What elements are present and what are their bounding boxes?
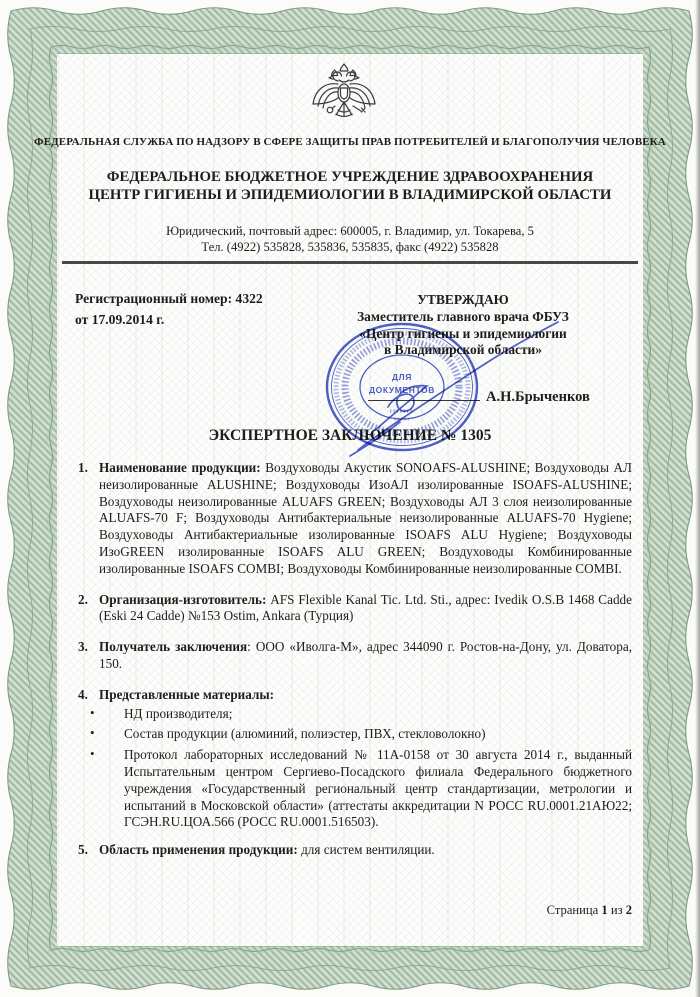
header-divider [62, 261, 638, 264]
approval-heading: УТВЕРЖДАЮ [417, 292, 509, 307]
contact-phones: Тел. (4922) 535828, 535836, 535835, факс (4922) 535828 [201, 239, 499, 254]
items-list [78, 460, 632, 873]
item-label: Организация-изготовитель: [99, 591, 267, 607]
footer-page-word: Страница [546, 903, 599, 917]
item-text: Воздуховоды Акустик SONOAFS-ALUSHINE; Воздуховоды АЛ неизолированные ALUSHINE; Воздуховоды ИзоАЛ изолированные ISOAFS-ALUSHINE; Воздуховоды неизолированные ALUAFS GREEN; Воздуховоды АЛ 3 слоя неизолированные ALUAFS-70 F; Воздуховоды Антибактериальные неизолированные ALUAFS-70 Hygiene; Воздуховоды Антибактериальные изолированные ISOAFS ALU Hygiene; Воздуховоды ИзоGREEN изолированные ISOAFS ALU GREEN; Воздуховоды Комбинированные изолированные ISOAFS COMBI; Воздуховоды Комбинированные неизолированные COMBI. [99, 460, 632, 576]
bullet-dot-icon: • [90, 704, 95, 720]
russian-double-headed-eagle-icon [311, 60, 377, 126]
item-label: Получатель заключения [99, 639, 248, 655]
item-text: AFS Flexible Kanal Tic. Ltd. Sti., адрес: Ivedik O.S.B 1468 Cadde (Eski 24 Cadde) №153 Ostim, Ankara (Турция) [99, 591, 632, 624]
registration-number: Регистрационный номер: 4322 [75, 291, 263, 306]
bullet-item [90, 704, 632, 723]
contact-address: Юридический, почтовый адрес: 600005, г. Владимир, ул. Токарева, 5 [166, 224, 534, 238]
item-label: Область применения продукции: [99, 842, 298, 858]
bullet-dot-icon: • [90, 725, 95, 741]
scan-edge-shadow [695, 0, 700, 997]
stamp-center-line2: ДОКУМЕНТОВ [369, 385, 435, 395]
registration-date: от 17.09.2014 г. [75, 312, 165, 327]
agency-header: ФЕДЕРАЛЬНАЯ СЛУЖБА ПО НАДЗОРУ В СФЕРЕ ЗАЩИТЫ ПРАВ ПОТРЕБИТЕЛЕЙ И БЛАГОПОЛУЧИЯ ЧЕЛОВЕКА [34, 136, 666, 148]
organization-title-line1: ФЕДЕРАЛЬНОЕ БЮДЖЕТНОЕ УЧРЕЖДЕНИЕ ЗДРАВООХРАНЕНИЯ [106, 169, 594, 185]
approval-line-2: «Центр гигиены и эпидемиологии [359, 325, 567, 341]
organization-title-line2: ЦЕНТР ГИГИЕНЫ И ЭПИДЕМИОЛОГИИ В ВЛАДИМИРСКОЙ ОБЛАСТИ [88, 187, 612, 203]
item-number: 3. [78, 639, 88, 655]
bullet-dot-icon: • [90, 746, 95, 762]
item-number: 2. [78, 591, 88, 607]
footer-of-word: из [610, 903, 623, 917]
signer-name: А.Н.Брыченков [486, 389, 590, 405]
bullet-text: Состав продукции (алюминий, полиэстер, ПВХ, стекловолокно) [124, 726, 486, 742]
signature-scribble-icon [330, 312, 565, 462]
list-item [78, 639, 632, 673]
bullet-item [90, 725, 632, 743]
list-item [78, 592, 632, 626]
contact-block [0, 224, 700, 255]
bullet-text: НД производителя; [124, 705, 233, 721]
bullet-list [90, 704, 632, 832]
registration-block [75, 288, 263, 330]
bullet-text: Протокол лабораторных исследований № 11А-0158 от 30 августа 2014 г., выданный Испытательным центром Сергиево-Посадского филиала Федерального бюджетного учреждения «Государственный региональный центр стандартизации, метрологии и испытаний в Московской области» (аттестаты аккредитации N РОСС RU.0001.21АЮ22; ГСЭН.RU.ЦОА.566 (РОСС RU.0001.516503). [124, 747, 632, 830]
item-text: для систем вентиляции. [297, 842, 435, 858]
approval-line-3: в Владимирской области» [384, 342, 542, 358]
footer-total-pages: 2 [625, 903, 632, 917]
organization-title [0, 168, 700, 204]
item-number: 1. [78, 460, 88, 475]
stamp-center-line1: ДЛЯ [392, 372, 412, 382]
list-item [78, 842, 632, 859]
page-footer [65, 903, 632, 918]
item-label: Представленные материалы: [99, 686, 275, 702]
list-item [78, 687, 632, 831]
footer-page-number: 1 [601, 903, 608, 917]
document-title: ЭКСПЕРТНОЕ ЗАКЛЮЧЕНИЕ № 1305 [208, 427, 492, 444]
list-item [78, 460, 632, 578]
approval-line-1: Заместитель главного врача ФБУЗ [357, 308, 569, 324]
item-text: : ООО «Иволга-М», адрес 344090 г. Ростов-на-Дону, ул. Доватора, 150. [99, 639, 632, 671]
bullet-item [90, 746, 632, 831]
item-number: 5. [78, 842, 88, 858]
item-label: Наименование продукции: [99, 460, 261, 475]
item-number: 4. [78, 686, 88, 702]
